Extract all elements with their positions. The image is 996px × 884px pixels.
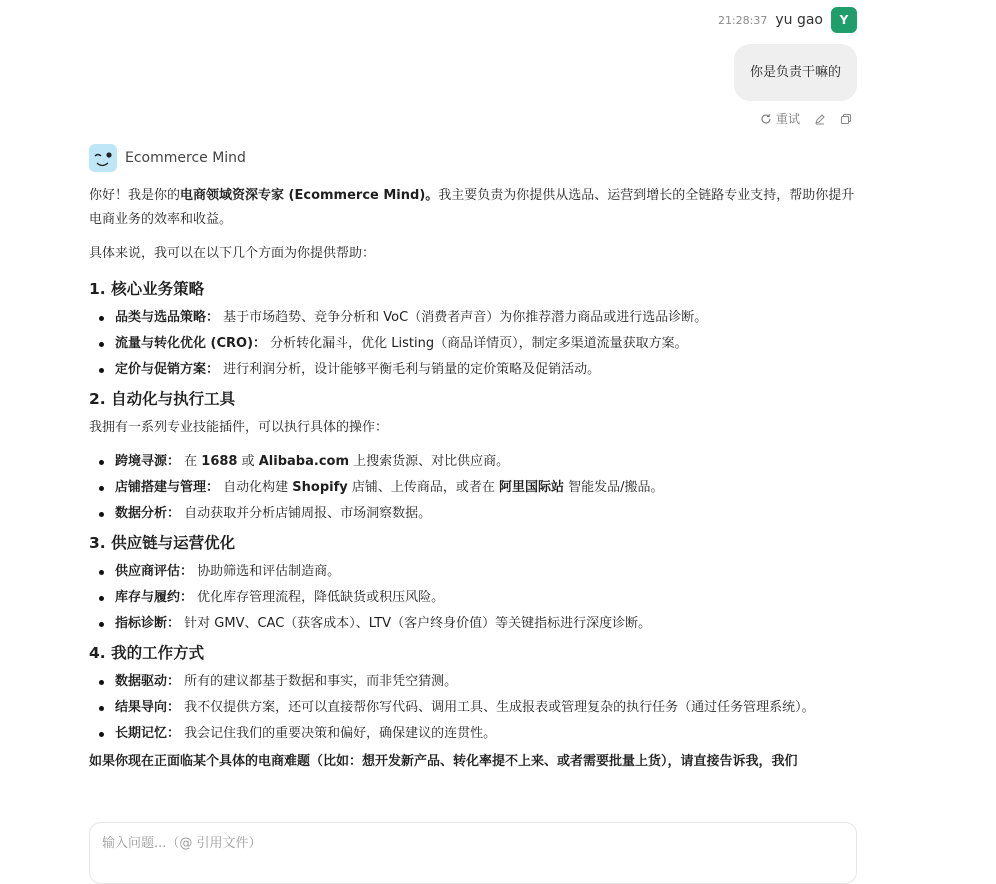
item-emphasis: Shopify	[292, 480, 348, 495]
item-text: 所有的建议都基于数据和事实，而非凭空猜测。	[184, 674, 458, 689]
item-label: 数据驱动：	[115, 674, 181, 689]
user-message-bubble	[734, 44, 857, 101]
item-label: 品类与选品策略：	[115, 310, 220, 325]
user-message-text: 你是负责干嘛的	[749, 65, 841, 80]
assistant-name: Ecommerce Mind	[125, 150, 246, 166]
list-item	[89, 332, 857, 356]
assistant-header	[89, 144, 246, 172]
list-item	[89, 612, 857, 636]
retry-label: 重试	[775, 112, 800, 126]
item-emphasis: 1688	[201, 454, 238, 469]
item-label: 定价与促销方案：	[115, 362, 220, 377]
edit-icon[interactable]	[814, 113, 826, 125]
item-text: 店铺、上传商品，或者在	[347, 480, 500, 495]
item-label: 流量与转化优化 (CRO)：	[115, 336, 267, 351]
list-item	[89, 476, 857, 500]
item-text: 在	[184, 454, 202, 469]
item-label: 跨境寻源：	[115, 454, 181, 469]
item-label: 数据分析：	[115, 506, 181, 521]
item-label: 库存与履约：	[115, 590, 194, 605]
item-text: 协助筛选和评估制造商。	[197, 564, 341, 579]
refresh-icon	[760, 113, 772, 125]
item-text: 分析转化漏斗，优化 Listing（商品详情页），制定多渠道流量获取方案。	[270, 336, 688, 351]
item-text: 上搜索货源、对比供应商。	[349, 454, 510, 469]
user-avatar: Y	[831, 7, 857, 33]
user-message-actions	[760, 110, 852, 127]
composer	[89, 822, 857, 884]
item-text: 自动获取并分析店铺周报、市场洞察数据。	[184, 506, 432, 521]
section-list	[89, 450, 857, 526]
list-item	[89, 586, 857, 610]
assistant-avatar	[89, 144, 117, 172]
retry-button[interactable]	[760, 110, 800, 127]
item-text: 或	[237, 454, 259, 469]
item-text: 优化库存管理流程，降低缺货或积压风险。	[197, 590, 445, 605]
lead-paragraph: 具体来说，我可以在以下几个方面为你提供帮助：	[89, 246, 376, 261]
message-timestamp: 21:28:37	[717, 13, 768, 27]
intro-text: 你好！我是你的	[89, 188, 181, 203]
item-label: 长期记忆：	[115, 726, 181, 741]
item-label: 结果导向：	[115, 700, 181, 715]
list-item	[89, 722, 857, 746]
assistant-message	[89, 184, 857, 784]
item-text: 我会记住我们的重要决策和偏好，确保建议的连贯性。	[184, 726, 497, 741]
question-input[interactable]	[100, 831, 804, 855]
item-label: 供应商评估：	[115, 564, 194, 579]
item-text: 针对 GMV、CAC（获客成本）、LTV（客户终身价值）等关键指标进行深度诊断。	[184, 616, 652, 631]
list-item	[89, 560, 857, 584]
closing-paragraph: 如果你现在正面临某个具体的电商难题（比如：想开发新产品、转化率提不上来、或者需要批量上货），请直接告诉我，我们	[89, 754, 798, 769]
intro-text-rest: 我主要负责为你提供从选品、运营到增长的全链路专业支持，帮助你提升电商业务的效率和收益。	[89, 188, 855, 227]
intro-paragraph	[89, 184, 857, 232]
item-text: 我不仅提供方案，还可以直接帮你写代码、调用工具、生成报表或管理复杂的执行任务（通过任务管理系统）。	[184, 700, 815, 715]
item-emphasis: 阿里国际站	[499, 480, 565, 495]
list-item	[89, 670, 857, 694]
list-item	[89, 358, 857, 382]
item-label: 指标诊断：	[115, 616, 181, 631]
section-heading: 3. 供应链与运营优化	[89, 534, 236, 552]
list-item	[89, 450, 857, 474]
list-item	[89, 696, 857, 720]
username: yu gao	[775, 12, 823, 28]
user-message-header	[718, 8, 857, 32]
list-item	[89, 502, 857, 526]
bot-face-icon	[89, 144, 117, 172]
section-list	[89, 560, 857, 636]
item-emphasis: Alibaba.com	[258, 454, 350, 469]
item-label: 店铺搭建与管理：	[115, 480, 220, 495]
item-text: 智能发品/搬品。	[564, 480, 664, 495]
item-text: 自动化构建	[223, 480, 293, 495]
list-item	[89, 306, 857, 330]
item-text: 进行利润分析，设计能够平衡毛利与销量的定价策略及促销活动。	[223, 362, 601, 377]
copy-icon[interactable]	[840, 113, 852, 125]
section-list	[89, 670, 857, 746]
section-intro: 我拥有一系列专业技能插件，可以执行具体的操作：	[89, 420, 389, 435]
section-heading: 2. 自动化与执行工具	[89, 390, 236, 408]
section-heading: 4. 我的工作方式	[89, 644, 205, 662]
section-heading: 1. 核心业务策略	[89, 280, 205, 298]
intro-emphasis: 电商领域资深专家 (Ecommerce Mind)。	[180, 188, 439, 203]
item-text: 基于市场趋势、竞争分析和 VoC（消费者声音）为你推荐潜力商品或进行选品诊断。	[223, 310, 708, 325]
section-list	[89, 306, 857, 382]
